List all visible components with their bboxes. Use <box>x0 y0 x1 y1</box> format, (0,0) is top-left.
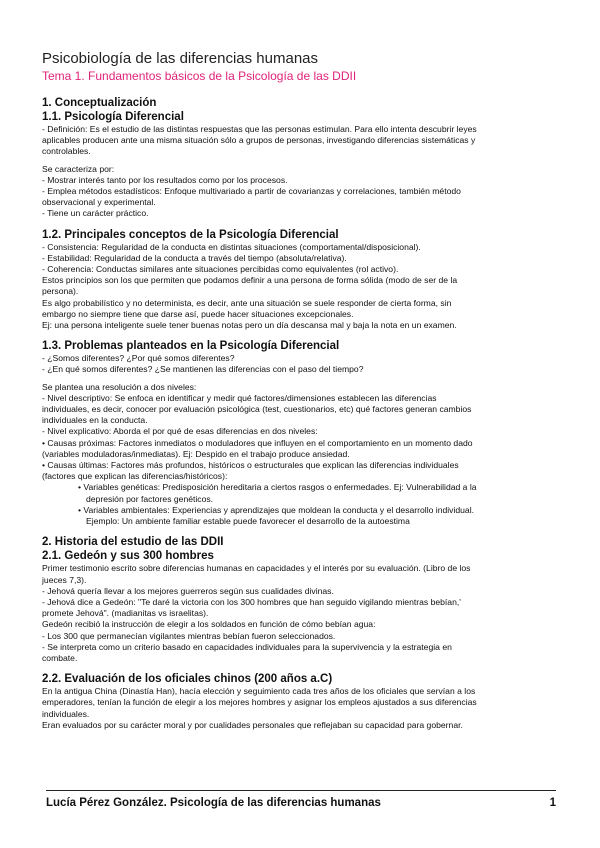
subsection-heading-1-3: 1.3. Problemas planteados en la Psicología Diferencial <box>42 340 340 353</box>
nested-list-item-continuation: depresión por factores genéticos. <box>86 493 214 504</box>
list-item: - ¿En qué somos diferentes? ¿Se mantienen las diferencias con el paso del tiempo? <box>42 364 364 375</box>
page-number: 1 <box>549 797 556 809</box>
list-item: - Los 300 que permanecían vigilantes mientras bebían fueron seleccionados. <box>42 630 336 641</box>
nested-list-item-continuation: Ejemplo: Un ambiente familiar estable puede favorecer el desarrollo de la autoestima <box>86 516 410 527</box>
paragraph-line: emperadores, tenían la función de elegir a los mejores hombres y asignar los empleos ajustados a sus diferencias <box>42 697 477 708</box>
nested-list-item: • Variables ambientales: Experiencias y aprendizajes que moldean la conducta y el desarrollo individual. <box>78 504 475 515</box>
nested-list-item: • Variables genéticas: Predisposición hereditaria a ciertos rasgos o enfermedades. Ej: Vulnerabilidad a la <box>78 482 477 493</box>
paragraph-line: individuales, es decir, conocer por evaluación psicológica (test, cuestionarios, etc) qué factores generan cambios <box>42 404 472 415</box>
paragraph-line: (factores que explican las diferencias/históricos): <box>42 471 228 482</box>
document-subtitle: Tema 1. Fundamentos básicos de la Psicología de las DDII <box>42 69 357 83</box>
subsection-heading-2-2: 2.2. Evaluación de los oficiales chinos (200 años a.C) <box>42 673 333 686</box>
list-item: • Causas últimas: Factores más profundos, históricos o estructurales que explican las diferencias individuales <box>42 460 459 471</box>
paragraph-line: Ej: una persona inteligente suele tener buenas notas pero un día descansa mal y baja la nota en un examen. <box>42 320 457 331</box>
list-item: - Jehová dice a Gedeón: "Te daré la victoria con los 300 hombres que han seguido vigilando mientras bebían,' <box>42 596 461 607</box>
list-item: - Mostrar interés tanto por los resultados como por los procesos. <box>42 174 288 185</box>
list-item: - ¿Somos diferentes? ¿Por qué somos diferentes? <box>42 353 235 364</box>
section-heading-2: 2. Historia del estudio de las DDII <box>42 536 224 549</box>
paragraph-line: combate. <box>42 652 78 663</box>
paragraph-line: individuales en la conducta. <box>42 415 148 426</box>
footer-author: Lucía Pérez González. Psicología de las diferencias humanas <box>46 797 381 809</box>
paragraph-line: Se plantea una resolución a dos niveles: <box>42 381 197 392</box>
list-item: - Se interpreta como un criterio basado en capacidades individuales para la supervivencia y la estrategia en <box>42 641 452 652</box>
paragraph-line: Es algo probabilístico y no determinista, es decir, ante una situación se suele responder de cierta forma, sin <box>42 297 452 308</box>
subsection-heading-1-2: 1.2. Principales conceptos de la Psicología Diferencial <box>42 228 339 241</box>
paragraph-line: Estos principios son los que permiten que podamos definir a una persona de forma sólida (modo de ser de la <box>42 275 458 286</box>
subsection-heading-1-1: 1.1. Psicología Diferencial <box>42 111 184 123</box>
paragraph-line: En la antigua China (Dinastía Han), hacía elección y seguimiento cada tres años de los oficiales que servían a los <box>42 686 476 697</box>
document-title: Psicobiología de las diferencias humanas <box>42 50 318 67</box>
page-footer <box>46 790 556 809</box>
paragraph-line: jueces 7,3). <box>42 574 87 585</box>
list-item: - Nivel descriptivo: Se enfoca en identificar y medir qué factores/dimensiones establecen las diferencias <box>42 392 437 403</box>
paragraph-line: Eran evaluados por su carácter moral y por cualidades personales que reflejaban su capacidad para gobernar. <box>42 719 463 730</box>
list-item: - Jehová quería llevar a los mejores guerreros según sus cualidades divinas. <box>42 585 334 596</box>
paragraph-line: persona). <box>42 286 79 297</box>
subsection-heading-2-1: 2.1. Gedeón y sus 300 hombres <box>42 550 214 563</box>
list-item: - Estabilidad: Regularidad de la conducta a través del tiempo (absoluta/relativa). <box>42 252 347 263</box>
list-item: - Nivel explicativo: Aborda el por qué de esas diferencias en dos niveles: <box>42 426 318 437</box>
section-heading-1: 1. Conceptualización <box>42 97 157 109</box>
paragraph-line: individuales. <box>42 708 90 719</box>
paragraph-line: promete Jehová". (madianitas vs israelitas). <box>42 608 209 619</box>
list-item: - Emplea métodos estadísticos: Enfoque multivariado a partir de covarianzas y correlaciones, también método <box>42 186 461 197</box>
paragraph-line: Se caracteriza por: <box>42 163 115 174</box>
list-item: • Causas próximas: Factores inmediatos o moduladores que influyen en el comportamiento en un momento dado <box>42 437 473 448</box>
paragraph-line: Gedeón recibió la instrucción de elegir a los soldados en función de cómo bebían agua: <box>42 619 376 630</box>
paragraph-line: Primer testimonio escrito sobre diferencias humanas en capacidades y el interés por su evaluación. (Libro de los <box>42 563 471 574</box>
paragraph-line: embargo no siempre tiene que darse así, puede hacer situaciones excepcionales. <box>42 308 354 319</box>
paragraph-line: - Definición: Es el estudio de las distintas respuestas que las personas estimulan. Para ello intenta descubrir leyes <box>42 124 477 134</box>
document-body <box>42 50 560 731</box>
list-item: - Tiene un carácter práctico. <box>42 208 149 219</box>
paragraph-line: (variables moduladoras/inmediatas). Ej: Despido en el trabajo produce ansiedad. <box>42 448 350 459</box>
list-item: - Coherencia: Conductas similares ante situaciones percibidas como equivalentes (rol activo). <box>42 264 399 275</box>
paragraph-line: controlables. <box>42 146 91 157</box>
list-item: - Consistencia: Regularidad de la conducta en distintas situaciones (comportamental/disposicional). <box>42 241 421 252</box>
paragraph-line: aplicables producen ante una misma situación sólo a grupos de personas, investigando diferencias sistemáticas y <box>42 135 476 146</box>
list-item: observacional y experimental. <box>42 197 156 208</box>
